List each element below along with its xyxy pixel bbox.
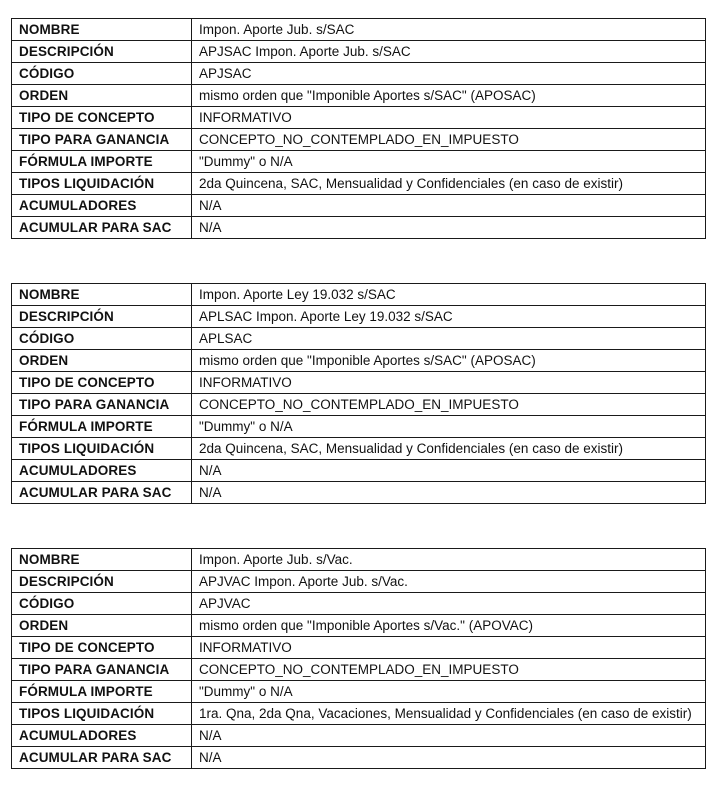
field-value: APJSAC Impon. Aporte Jub. s/SAC bbox=[192, 41, 706, 63]
table-row bbox=[12, 703, 706, 725]
field-value: INFORMATIVO bbox=[192, 107, 706, 129]
field-label: ACUMULAR PARA SAC bbox=[12, 747, 192, 769]
field-value: mismo orden que "Imponible Aportes s/Vac." (APOVAC) bbox=[192, 615, 706, 637]
table-row bbox=[12, 19, 706, 41]
table-row bbox=[12, 85, 706, 107]
field-label: NOMBRE bbox=[12, 19, 192, 41]
field-value: mismo orden que "Imponible Aportes s/SAC" (APOSAC) bbox=[192, 350, 706, 372]
field-label: CÓDIGO bbox=[12, 328, 192, 350]
field-value: N/A bbox=[192, 217, 706, 239]
field-value: CONCEPTO_NO_CONTEMPLADO_EN_IMPUESTO bbox=[192, 129, 706, 151]
table-row bbox=[12, 438, 706, 460]
field-label: DESCRIPCIÓN bbox=[12, 571, 192, 593]
field-label: ACUMULADORES bbox=[12, 725, 192, 747]
table-row bbox=[12, 394, 706, 416]
field-label: ACUMULADORES bbox=[12, 195, 192, 217]
field-value: Impon. Aporte Jub. s/Vac. bbox=[192, 549, 706, 571]
field-label: TIPOS LIQUIDACIÓN bbox=[12, 438, 192, 460]
table-row bbox=[12, 217, 706, 239]
field-value: Impon. Aporte Ley 19.032 s/SAC bbox=[192, 284, 706, 306]
field-label: TIPO DE CONCEPTO bbox=[12, 372, 192, 394]
table-row bbox=[12, 725, 706, 747]
field-value: mismo orden que "Imponible Aportes s/SAC" (APOSAC) bbox=[192, 85, 706, 107]
field-value: INFORMATIVO bbox=[192, 372, 706, 394]
field-label: TIPO PARA GANANCIA bbox=[12, 394, 192, 416]
table-row bbox=[12, 571, 706, 593]
field-label: TIPOS LIQUIDACIÓN bbox=[12, 703, 192, 725]
field-value: CONCEPTO_NO_CONTEMPLADO_EN_IMPUESTO bbox=[192, 659, 706, 681]
field-value: APLSAC bbox=[192, 328, 706, 350]
table-row bbox=[12, 350, 706, 372]
field-label: ORDEN bbox=[12, 350, 192, 372]
table-row bbox=[12, 637, 706, 659]
field-value: "Dummy" o N/A bbox=[192, 416, 706, 438]
table-row bbox=[12, 306, 706, 328]
table-row bbox=[12, 593, 706, 615]
field-label: FÓRMULA IMPORTE bbox=[12, 681, 192, 703]
field-value: APLSAC Impon. Aporte Ley 19.032 s/SAC bbox=[192, 306, 706, 328]
table-row bbox=[12, 416, 706, 438]
field-label: NOMBRE bbox=[12, 284, 192, 306]
field-label: ACUMULAR PARA SAC bbox=[12, 482, 192, 504]
field-label: FÓRMULA IMPORTE bbox=[12, 416, 192, 438]
table-row bbox=[12, 284, 706, 306]
table-row bbox=[12, 549, 706, 571]
table-row bbox=[12, 173, 706, 195]
field-value: 1ra. Qna, 2da Qna, Vacaciones, Mensualidad y Confidenciales (en caso de existir) bbox=[192, 703, 706, 725]
field-value: N/A bbox=[192, 482, 706, 504]
table-row bbox=[12, 107, 706, 129]
field-label: TIPOS LIQUIDACIÓN bbox=[12, 173, 192, 195]
table-row bbox=[12, 328, 706, 350]
field-label: CÓDIGO bbox=[12, 593, 192, 615]
table-row bbox=[12, 659, 706, 681]
field-value: "Dummy" o N/A bbox=[192, 681, 706, 703]
field-label: NOMBRE bbox=[12, 549, 192, 571]
field-value: APJVAC bbox=[192, 593, 706, 615]
field-value: N/A bbox=[192, 747, 706, 769]
table-row bbox=[12, 615, 706, 637]
field-value: 2da Quincena, SAC, Mensualidad y Confidenciales (en caso de existir) bbox=[192, 173, 706, 195]
field-value: Impon. Aporte Jub. s/SAC bbox=[192, 19, 706, 41]
field-value: APJSAC bbox=[192, 63, 706, 85]
field-value: N/A bbox=[192, 460, 706, 482]
table-row bbox=[12, 63, 706, 85]
field-label: TIPO DE CONCEPTO bbox=[12, 107, 192, 129]
table-row bbox=[12, 460, 706, 482]
field-value: N/A bbox=[192, 725, 706, 747]
field-label: ACUMULADORES bbox=[12, 460, 192, 482]
concept-table bbox=[11, 548, 706, 769]
table-row bbox=[12, 151, 706, 173]
field-label: ORDEN bbox=[12, 615, 192, 637]
field-label: ACUMULAR PARA SAC bbox=[12, 217, 192, 239]
field-value: CONCEPTO_NO_CONTEMPLADO_EN_IMPUESTO bbox=[192, 394, 706, 416]
field-label: DESCRIPCIÓN bbox=[12, 41, 192, 63]
field-label: TIPO PARA GANANCIA bbox=[12, 129, 192, 151]
document bbox=[11, 18, 706, 769]
field-value: N/A bbox=[192, 195, 706, 217]
field-label: TIPO DE CONCEPTO bbox=[12, 637, 192, 659]
table-row bbox=[12, 482, 706, 504]
concept-table bbox=[11, 283, 706, 504]
field-value: 2da Quincena, SAC, Mensualidad y Confidenciales (en caso de existir) bbox=[192, 438, 706, 460]
field-value: "Dummy" o N/A bbox=[192, 151, 706, 173]
field-label: TIPO PARA GANANCIA bbox=[12, 659, 192, 681]
field-label: ORDEN bbox=[12, 85, 192, 107]
table-row bbox=[12, 747, 706, 769]
table-row bbox=[12, 681, 706, 703]
table-row bbox=[12, 195, 706, 217]
field-label: FÓRMULA IMPORTE bbox=[12, 151, 192, 173]
field-value: INFORMATIVO bbox=[192, 637, 706, 659]
table-row bbox=[12, 41, 706, 63]
table-row bbox=[12, 129, 706, 151]
field-value: APJVAC Impon. Aporte Jub. s/Vac. bbox=[192, 571, 706, 593]
table-row bbox=[12, 372, 706, 394]
concept-table bbox=[11, 18, 706, 239]
field-label: CÓDIGO bbox=[12, 63, 192, 85]
field-label: DESCRIPCIÓN bbox=[12, 306, 192, 328]
